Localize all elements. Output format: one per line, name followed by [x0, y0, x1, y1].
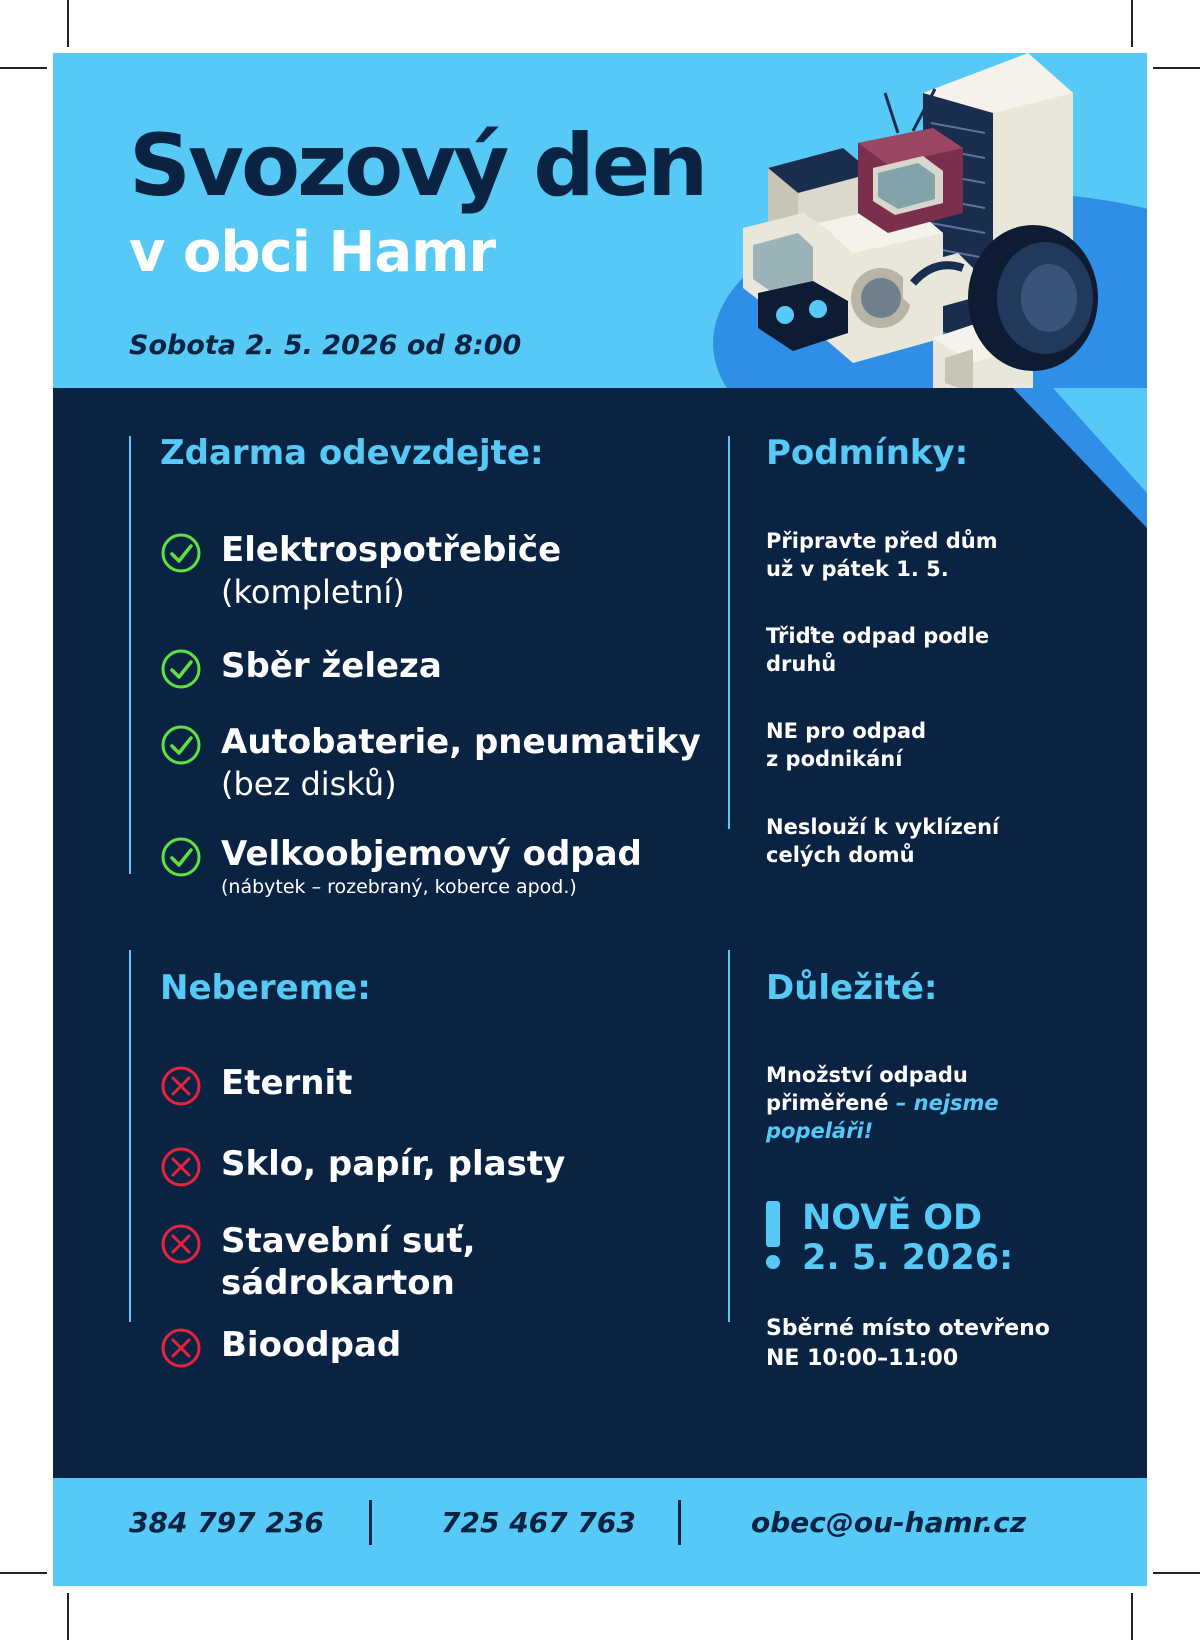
crop-mark — [1153, 1572, 1200, 1574]
x-circle-icon — [160, 1327, 202, 1369]
important-line: přiměřené — [766, 1091, 889, 1115]
x-circle-icon — [160, 1065, 202, 1107]
accept-item-note: (nábytek – rozebraný, koberce apod.) — [221, 876, 577, 898]
opening-line: Sběrné místo otevřeno — [766, 1316, 1050, 1341]
check-circle-icon — [160, 648, 202, 690]
crop-mark — [1131, 1593, 1133, 1640]
accept-item — [160, 833, 642, 899]
phone-number[interactable]: 384 797 236 — [129, 1506, 324, 1539]
accept-item-label: Sběr železa — [221, 646, 442, 686]
poster — [53, 53, 1147, 1586]
reject-item — [160, 1143, 565, 1188]
exclamation-icon — [766, 1201, 780, 1263]
reject-item-label: Bioodpad — [221, 1325, 402, 1365]
accept-item — [160, 721, 701, 805]
condition-line: Třiďte odpad podle — [766, 624, 990, 648]
footer-separator — [369, 1500, 372, 1545]
important-emphasis: popeláři! — [766, 1119, 874, 1143]
crop-mark — [1131, 0, 1133, 47]
accept-item-label: Velkoobjemový odpad — [221, 834, 642, 874]
condition-item — [766, 527, 1066, 583]
new-notice-line: NOVĚ OD — [802, 1198, 983, 1238]
crop-mark — [0, 67, 47, 69]
important-heading: Důležité: — [766, 968, 938, 1008]
opening-hours — [766, 1314, 1066, 1374]
accept-item-note: (kompletní) — [221, 573, 405, 611]
important-emphasis: – nejsme — [888, 1091, 999, 1115]
crop-mark — [67, 0, 69, 47]
crop-mark — [67, 1593, 69, 1640]
x-circle-icon — [160, 1223, 202, 1265]
reject-item-label: Eternit — [221, 1063, 353, 1103]
email-link[interactable]: obec@ou-hamr.cz — [751, 1506, 1027, 1539]
check-circle-icon — [160, 724, 202, 766]
divider-line — [129, 950, 131, 1322]
divider-line — [728, 950, 730, 1322]
condition-item — [766, 622, 1066, 678]
new-notice-line: 2. 5. 2026: — [802, 1238, 1014, 1278]
accept-item-note: (bez disků) — [221, 765, 397, 803]
condition-item — [766, 813, 1066, 869]
page-subtitle: v obci Hamr — [129, 220, 496, 285]
check-circle-icon — [160, 836, 202, 878]
accept-item — [160, 645, 442, 690]
opening-line: NE 10:00–11:00 — [766, 1346, 959, 1371]
footer-separator — [678, 1500, 681, 1545]
crop-mark — [1153, 67, 1200, 69]
conditions-heading: Podmínky: — [766, 433, 969, 473]
accept-item-label: Autobaterie, pneumatiky — [221, 722, 701, 762]
tire-icon — [968, 225, 1098, 371]
check-circle-icon — [160, 532, 202, 574]
accept-item — [160, 529, 561, 613]
crop-mark — [0, 1572, 47, 1574]
reject-item-label: Stavební suť, — [221, 1221, 476, 1261]
condition-line: z podnikání — [766, 747, 903, 771]
condition-line: celých domů — [766, 843, 915, 867]
reject-item — [160, 1324, 401, 1369]
condition-line: druhů — [766, 652, 837, 676]
reject-item — [160, 1062, 352, 1107]
condition-line: už v pátek 1. 5. — [766, 557, 949, 581]
accent-corner — [1013, 388, 1147, 528]
x-circle-icon — [160, 1146, 202, 1188]
condition-item — [766, 717, 1066, 773]
accept-item-label: Elektrospotřebiče — [221, 530, 562, 570]
condition-line: Připravte před dům — [766, 529, 998, 553]
important-text — [766, 1061, 1066, 1145]
important-line: Množství odpadu — [766, 1063, 968, 1087]
reject-item — [160, 1220, 476, 1304]
divider-line — [728, 436, 730, 829]
condition-line: NE pro odpad — [766, 719, 927, 743]
event-date: Sobota 2. 5. 2026 od 8:00 — [129, 330, 522, 361]
divider-line — [129, 436, 131, 874]
phone-number[interactable]: 725 467 763 — [441, 1506, 636, 1539]
condition-line: Neslouží k vyklízení — [766, 815, 1000, 839]
reject-item-label: sádrokarton — [221, 1263, 455, 1303]
page-title: Svozový den — [129, 116, 706, 216]
reject-item-label: Sklo, papír, plasty — [221, 1144, 566, 1184]
reject-heading: Nebereme: — [160, 968, 371, 1008]
accept-heading: Zdarma odevzdejte: — [160, 433, 544, 473]
